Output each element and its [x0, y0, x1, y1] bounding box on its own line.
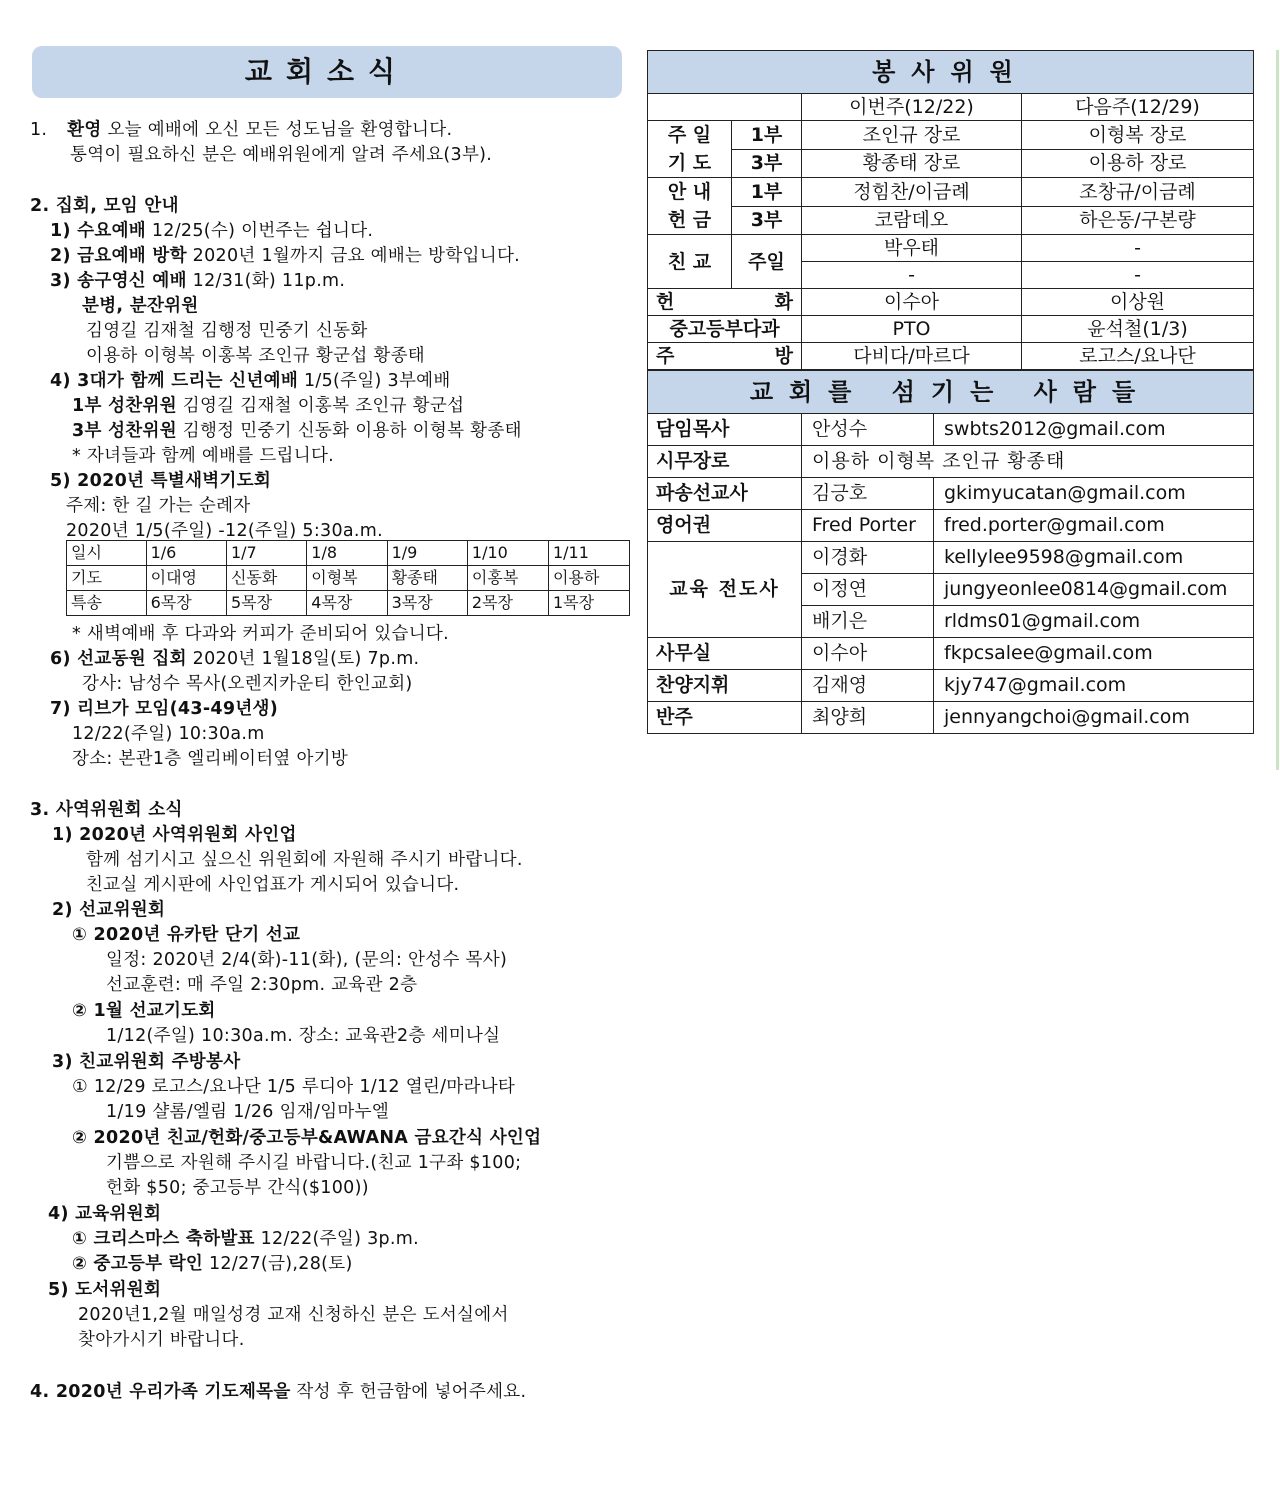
- table-row: 교육 전도사 이경화 kellylee9598@gmail.com: [648, 542, 1254, 574]
- news-3-1-l1: 함께 섬기시고 싶으신 위원회에 자원해 주시기 바랍니다.: [86, 850, 523, 870]
- news-3-2-b: ② 1월 선교기도회: [72, 1001, 216, 1021]
- news-item-1-line2: 통역이 필요하신 분은 예배위원에게 알려 주세요(3부).: [70, 145, 493, 165]
- news-3-3-b-l2: 헌화 $50; 중고등부 간식($100)): [106, 1178, 369, 1198]
- news-2-7-date: 12/22(주일) 10:30a.m: [72, 724, 265, 744]
- table-row: 주 방 다비다/마르다 로고스/요나단: [648, 343, 1254, 370]
- news-2-2: 2) 금요예배 방학 2020년 1월까지 금요 예배는 방학입니다.: [50, 246, 521, 266]
- news-3-1: 1) 2020년 사역위원회 사인업: [52, 825, 297, 845]
- news-2-5-theme: 주제: 한 길 가는 순례자: [66, 496, 251, 516]
- news-2-5: 5) 2020년 특별새벽기도회: [50, 471, 272, 491]
- news-2-3-names2: 이용하 이형복 이홍복 조인규 황군섭 황종태: [86, 346, 426, 366]
- news-3-2-a: ① 2020년 유카탄 단기 선교: [72, 925, 301, 945]
- news-3-2-a-l2: 선교훈련: 매 주일 2:30pm. 교육관 2층: [106, 975, 418, 995]
- news-3-3-a: ① 12/29 로고스/요나단 1/5 루디아 1/12 열린/마라나타: [72, 1077, 516, 1097]
- service-table: [647, 50, 1254, 370]
- table-row: 주 일 기 도 1부 조인규 장로 이형복 장로: [648, 121, 1254, 150]
- news-2-6-speaker: 강사: 남성수 목사(오렌지카운티 한인교회): [82, 674, 413, 694]
- table-row: 중고등부다과 PTO 윤석철(1/3): [648, 316, 1254, 343]
- news-2-3: 3) 송구영신 예배 12/31(화) 11p.m.: [50, 271, 346, 291]
- news-2-7: 7) 리브가 모임(43-49년생): [50, 699, 279, 719]
- news-2-1: 1) 수요예배 12/25(수) 이번주는 쉽니다.: [50, 221, 374, 241]
- service-section: [647, 50, 1253, 734]
- news-2-4-l2: 3부 성찬위원 김행정 민중기 신동화 이용하 이형복 황종태: [72, 421, 522, 441]
- news-3-2-a-l1: 일정: 2020년 2/4(화)-11(화), (문의: 안성수 목사): [106, 950, 508, 970]
- news-3-2-b-l1: 1/12(주일) 10:30a.m. 장소: 교육관2층 세미나실: [106, 1026, 501, 1046]
- news-3-3-b-l1: 기쁨으로 자원해 주시길 바랍니다.(친교 1구좌 $100;: [106, 1153, 522, 1173]
- table-row: 헌 화 이수아 이상원: [648, 289, 1254, 316]
- service-title: 봉사위원: [648, 51, 1254, 94]
- next-week-header: 다음주(12/29): [1022, 94, 1254, 121]
- table-row: 담임목사 안성수 swbts2012@gmail.com: [648, 414, 1254, 446]
- table-row: 3부 코람데오 하은동/구본량: [648, 206, 1254, 235]
- table-row: 사무실 이수아 fkpcsalee@gmail.com: [648, 638, 1254, 670]
- news-3-5: 5) 도서위원회: [48, 1280, 162, 1300]
- table-row: 기도 이대영 신동화 이형복 황종태 이홍복 이용하: [67, 566, 630, 591]
- news-2-7-place: 장소: 본관1층 엘리베이터옆 아기방: [72, 749, 349, 769]
- news-4: 4. 2020년 우리가족 기도제목을 작성 후 헌금함에 넣어주세요.: [30, 1382, 527, 1402]
- news-2-4-l1: 1부 성찬위원 김영길 김재철 이홍복 조인규 황군섭: [72, 396, 465, 416]
- table-row: [648, 94, 1254, 121]
- table-row: 이정연 jungyeonlee0814@gmail.com: [648, 574, 1254, 606]
- table-row: 시무장로 이용하 이형복 조인규 황종태: [648, 446, 1254, 478]
- prayer-label: 주 일 기 도: [648, 121, 732, 178]
- usher-label: 안 내 헌 금: [648, 178, 732, 235]
- news-3-5-l2: 찾아가시기 바랍니다.: [78, 1330, 245, 1350]
- news-3-4: 4) 교육위원회: [48, 1204, 162, 1224]
- news-3-4-a: ① 크리스마스 축하발표 12/22(주일) 3p.m.: [72, 1229, 419, 1249]
- news-3-3: 3) 친교위원회 주방봉사: [52, 1052, 241, 1072]
- table-row: 파송선교사 김긍호 gkimyucatan@gmail.com: [648, 478, 1254, 510]
- news-2-6: 6) 선교동원 집회 2020년 1월18일(토) 7p.m.: [50, 649, 420, 669]
- table-row: 안 내 헌 금 1부 정힘찬/이금례 조창규/이금례: [648, 178, 1254, 207]
- table-row: 특송 6목장 5목장 4목장 3목장 2목장 1목장: [67, 591, 630, 616]
- news-3-5-l1: 2020년1,2월 매일성경 교재 신청하신 분은 도서실에서: [78, 1305, 509, 1325]
- news-2-4: 4) 3대가 함께 드리는 신년예배 1/5(주일) 3부예배: [50, 371, 451, 391]
- news-3-2: 2) 선교위원회: [52, 900, 166, 920]
- news-2-4-note: * 자녀들과 함께 예배를 드립니다.: [72, 446, 335, 466]
- church-news-section: [30, 46, 630, 1402]
- table-row: 3부 황종태 장로 이용하 장로: [648, 149, 1254, 178]
- dawn-prayer-table: [66, 540, 630, 616]
- news-2-3-sub: 분병, 분잔위원: [82, 296, 199, 316]
- table-row: 일시 1/6 1/7 1/8 1/9 1/10 1/11: [67, 541, 630, 566]
- table-row: - -: [648, 262, 1254, 289]
- table-row: 영어권 Fred Porter fred.porter@gmail.com: [648, 510, 1254, 542]
- news-3-4-b: ② 중고등부 락인 12/27(금),28(토): [72, 1254, 353, 1274]
- news-3-3-a2: 1/19 샬롬/엘림 1/26 임재/임마누엘: [106, 1102, 390, 1122]
- news-3-1-l2: 친교실 게시판에 사인업표가 게시되어 있습니다.: [86, 875, 460, 895]
- news-item-1: 1. 환영 오늘 예배에 오신 모든 성도님을 환영합니다.: [30, 120, 453, 140]
- this-week-header: 이번주(12/22): [802, 94, 1022, 121]
- news-3-3-b: ② 2020년 친교/헌화/중고등부&AWANA 금요간식 사인업: [72, 1128, 542, 1148]
- news-2-5-note: * 새벽예배 후 다과와 커피가 준비되어 있습니다.: [72, 624, 449, 644]
- table-row: 친 교 주일 박우태 -: [648, 235, 1254, 262]
- table-row: 찬양지휘 김재영 kjy747@gmail.com: [648, 670, 1254, 702]
- people-title: 교회를 섬기는 사람들: [648, 371, 1254, 414]
- section-3-title: 3. 사역위원회 소식: [30, 800, 183, 820]
- table-row: 반주 최양희 jennyangchoi@gmail.com: [648, 702, 1254, 734]
- church-news-title: 교회소식: [32, 46, 622, 98]
- table-row: 배기은 rldms01@gmail.com: [648, 606, 1254, 638]
- news-2-5-date: 2020년 1/5(주일) -12(주일) 5:30a.m.: [66, 521, 383, 541]
- news-2-3-names1: 김영길 김재철 김행정 민중기 신동화: [86, 321, 368, 341]
- section-2-title: 2. 집회, 모임 안내: [30, 196, 179, 216]
- people-table: [647, 370, 1254, 734]
- page-edge-decoration: [1276, 50, 1279, 770]
